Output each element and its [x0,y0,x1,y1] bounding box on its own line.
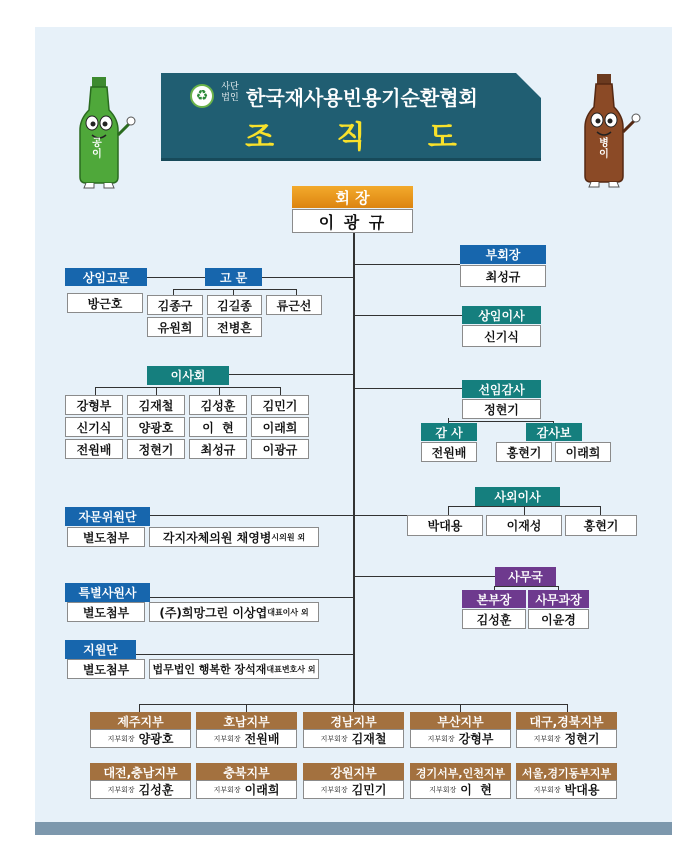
advisory-committee-suffix: 시의원 외 [271,532,306,542]
line-branch-drop [460,704,461,712]
branch-head-name: 이래희 [244,783,280,797]
outside-directors-title: 사외이사 [475,487,560,506]
branch-role: 지부회장 [213,785,241,794]
org-type: 사단법인 [221,82,239,103]
org-name: 한국재사용빈용기순환협회 [246,86,478,110]
line-branch-drop [246,704,247,712]
board-member-name: 신기식 [65,417,123,437]
branch-role: 지부회장 [107,785,135,794]
standing-director-name: 신기식 [462,325,541,347]
board-member-name: 이광규 [251,439,309,459]
branch-head-name: 정현기 [564,732,600,746]
line-branch-drop [353,704,354,712]
main-trunk-line [353,233,355,705]
branch-head-name: 김민기 [351,783,387,797]
advisor-name: 유원희 [147,317,203,337]
special-inspectors-suffix: 대표이사 외 [267,607,309,617]
line-vice-president [354,264,460,265]
line-board-drop [219,387,220,395]
assistant-auditor-title: 감사보 [526,423,582,441]
line-secretariat-branch [494,586,558,587]
branch-head [303,729,404,748]
board-member-name: 강형부 [65,395,123,415]
secretariat-manager-name: 이윤경 [528,609,589,629]
chart-title: 조 직 도 [245,120,483,155]
branch-role: 지부회장 [427,734,455,743]
support-team-desc: 법무법인 행복한 장석재 [152,663,267,676]
standing-director-title: 상임이사 [462,306,541,324]
branch-title: 서울,경기동부지부 [516,763,617,782]
line-board-drop [156,387,157,395]
branch-head-name: 이 현 [460,783,492,797]
right-mascot-label: 병이 [599,138,609,160]
support-team-title: 지원단 [65,640,136,659]
branch-role: 지부회장 [533,785,561,794]
board-member-name: 양광호 [127,417,185,437]
branch-title: 경남지부 [303,712,404,731]
branch-head-name: 강형부 [458,732,494,746]
outside-director-name: 홍현기 [565,515,637,536]
senior-auditor-title: 선임감사 [462,380,541,398]
support-team-suffix: 대표변호사 외 [266,664,316,674]
board-member-name: 이래희 [251,417,309,437]
line-board-drop [95,387,96,395]
branch-head [90,729,191,748]
line-board [229,374,354,375]
branch-title: 대전,충남지부 [90,763,191,782]
line-senior-auditor [354,388,462,389]
left-mascot-label: 공이 [92,138,102,160]
line-secretariat [354,576,495,577]
line-outside-drop [448,506,449,515]
advisory-committee-desc: 각지자체의원 채영병 [162,530,272,545]
branch-head-name: 박대용 [564,783,600,797]
special-inspectors-desc: (주)희망그린 이상엽 [159,605,268,620]
line-special-inspectors [148,597,354,598]
secretariat-head-title: 본부장 [462,590,526,608]
advisory-committee-title: 자문위원단 [65,507,150,526]
advisors-title: 고 문 [205,268,262,286]
branch-head-name: 김성훈 [138,783,174,797]
special-inspectors-members [149,602,319,622]
vice-president-name: 최성규 [460,265,546,287]
branch-head [196,729,297,748]
special-inspectors-note: 별도첨부 [67,602,145,622]
secretariat-head-name: 김성훈 [462,609,526,629]
advisor-name: 류근선 [266,295,322,315]
outside-director-name: 박대용 [407,515,483,536]
standing-advisor-name: 방근호 [67,293,143,313]
standing-advisor-title: 상임고문 [65,268,147,286]
advisory-committee-members [149,527,319,547]
footer-bar [35,822,672,835]
branch-head [410,729,511,748]
line-auditor-branch [448,421,553,422]
board-member-name: 정현기 [127,439,185,459]
board-member-name: 이 현 [189,417,247,437]
line-advisory-committee [148,515,354,516]
branch-head [410,780,511,799]
board-member-name: 김성훈 [189,395,247,415]
branch-head [196,780,297,799]
brown-bottle-mascot-icon [572,72,642,190]
branch-head-name: 전원배 [244,732,280,746]
president-name: 이 광 규 [292,209,413,233]
line-standing-director [354,315,462,316]
branch-role: 지부회장 [429,785,457,794]
branch-role: 지부회장 [320,785,348,794]
branch-title: 경기서부,인천지부 [410,763,511,782]
auditor-title: 감 사 [421,423,477,441]
branch-title: 강원지부 [303,763,404,782]
banner-corner [516,73,542,99]
line-outside-drop [600,506,601,515]
line-outside-drop [524,506,525,515]
support-team-note: 별도첨부 [67,659,145,679]
secretariat-manager-title: 사무과장 [528,590,589,608]
auditor-name: 전원배 [421,442,477,462]
line-advisor-branch [173,289,297,290]
board-member-name: 전원배 [65,439,123,459]
branch-role: 지부회장 [213,734,241,743]
advisor-name: 김길종 [207,295,262,315]
line-branch-drop [139,704,140,712]
board-member-name: 김민기 [251,395,309,415]
branch-role: 지부회장 [107,734,135,743]
branch-head-name: 양광호 [138,732,174,746]
line-branch-drop [567,704,568,712]
branch-title: 부산지부 [410,712,511,731]
advisor-name: 전병흔 [207,317,262,337]
branch-title: 호남지부 [196,712,297,731]
branch-head [90,780,191,799]
branch-head [516,729,617,748]
branch-title: 대구,경북지부 [516,712,617,731]
secretariat-title: 사무국 [495,567,556,586]
special-inspectors-title: 특별사원사 [65,583,150,602]
line-standing-advisor [145,277,205,278]
support-team-members [149,659,319,679]
branch-role: 지부회장 [533,734,561,743]
line-support-team [135,654,354,655]
vice-president-title: 부회장 [460,245,546,264]
outside-director-name: 이재성 [486,515,562,536]
line-board-drop [280,387,281,395]
branch-title: 충북지부 [196,763,297,782]
board-member-name: 최성규 [189,439,247,459]
branch-role: 지부회장 [320,734,348,743]
advisor-name: 김종구 [147,295,203,315]
board-title: 이사회 [147,366,229,385]
recycle-logo-icon: ♻ [190,84,214,108]
assistant-auditor-name: 홍현기 [496,442,552,462]
branch-head [516,780,617,799]
branch-title: 제주지부 [90,712,191,731]
senior-auditor-name: 정현기 [462,399,541,419]
board-member-name: 김재철 [127,395,185,415]
advisory-committee-note: 별도첨부 [67,527,145,547]
branch-head [303,780,404,799]
president-title: 회 장 [292,186,413,208]
line-board-branch [95,387,280,388]
branch-head-name: 김재철 [351,732,387,746]
assistant-auditor-name: 이래희 [555,442,611,462]
green-bottle-mascot-icon [72,75,138,190]
